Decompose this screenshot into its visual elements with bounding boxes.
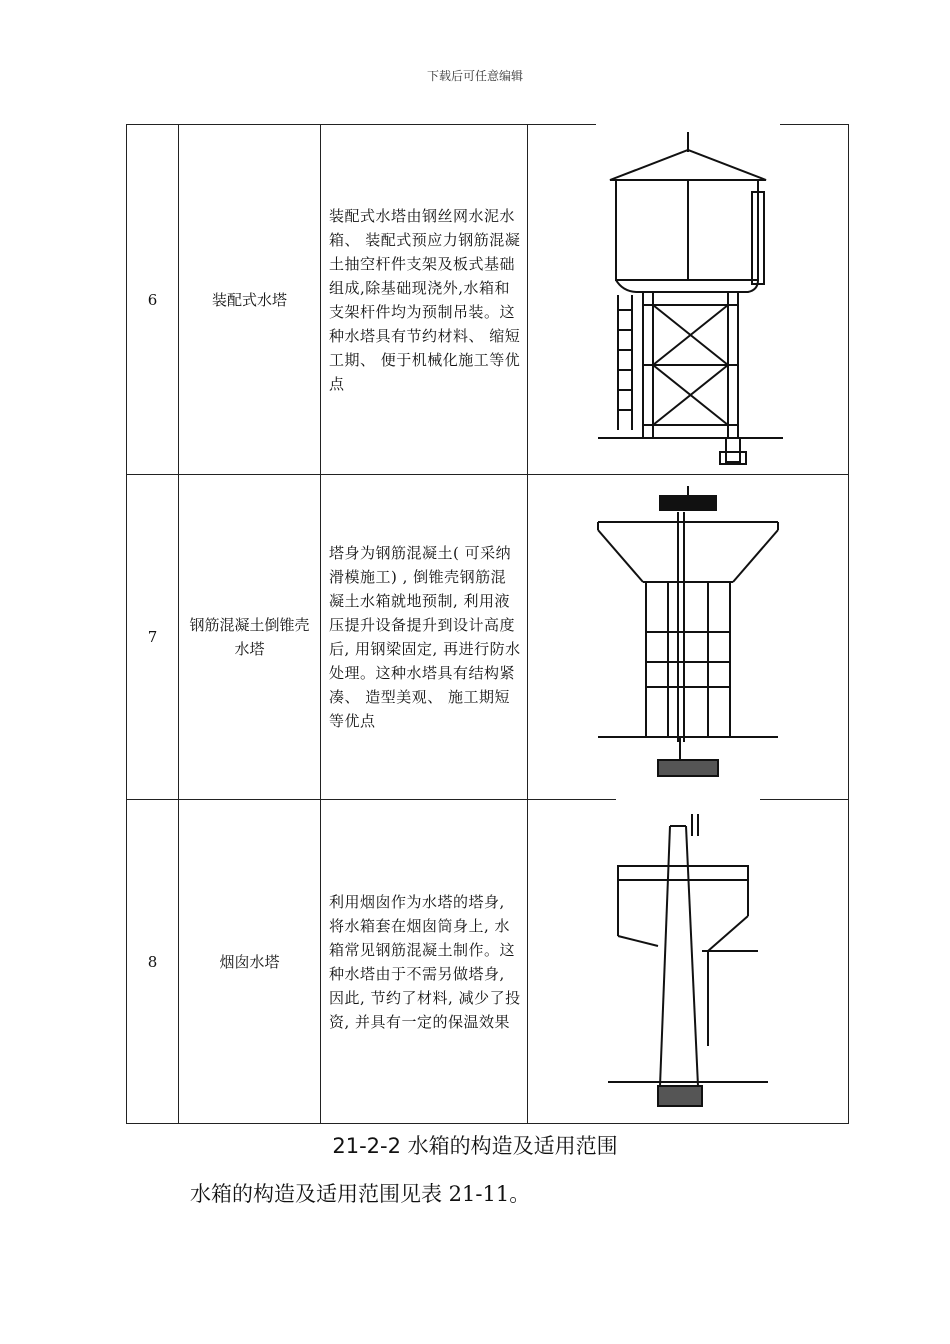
table-row: [127, 800, 849, 1124]
figure-cell: [528, 475, 849, 800]
row-number: 6: [127, 125, 179, 475]
tower-description: 利用烟囱作为水塔的塔身, 将水箱套在烟囱筒身上, 水箱常见钢筋混凝土制作。这种水塔由于不需另做塔身, 因此, 节约了材料, 减少了投资, 并具有一定的保温效果: [321, 800, 528, 1124]
tower-type-name: 装配式水塔: [179, 125, 321, 475]
chimney-water-tower-drawing: [598, 806, 778, 1118]
tower-type-name: 烟囱水塔: [179, 800, 321, 1124]
section-title: 21-2-2 水箱的构造及适用范围: [332, 1134, 618, 1158]
table-row: [127, 475, 849, 800]
tower-description: 塔身为钢筋混凝土( 可采纳滑模施工) , 倒锥壳钢筋混凝土水箱就地预制, 利用液压提升设备提升到设计高度后, 用钢梁固定, 再进行防水处理。这种水塔具有结构紧凑、 造型美观、 施工期短等优点: [321, 475, 528, 800]
inverted-cone-water-tower-drawing: [588, 482, 788, 792]
page-header: 下载后可任意编辑: [426, 69, 523, 83]
border-gap: [616, 798, 760, 802]
figure-cell: [528, 800, 849, 1124]
tower-type-name: 钢筋混凝土倒锥壳水塔: [179, 475, 321, 800]
section-body-text: 水箱的构造及适用范围见表 21-11。: [190, 1182, 531, 1206]
figure-cell: [528, 125, 849, 475]
row-number: 7: [127, 475, 179, 800]
table-row: [127, 125, 849, 475]
row-number: 8: [127, 800, 179, 1124]
water-tower-table: [126, 124, 849, 1124]
border-gap: [596, 123, 780, 127]
tower-description: 装配式水塔由钢丝网水泥水箱、 装配式预应力钢筋混凝土抽空杆件支架及板式基础组成,除基础现浇外,水箱和支架杆件均为预制吊装。这种水塔具有节约材料、 缩短工期、 便于机械化施工等优点: [321, 125, 528, 475]
assembled-water-tower-drawing: [588, 130, 788, 470]
